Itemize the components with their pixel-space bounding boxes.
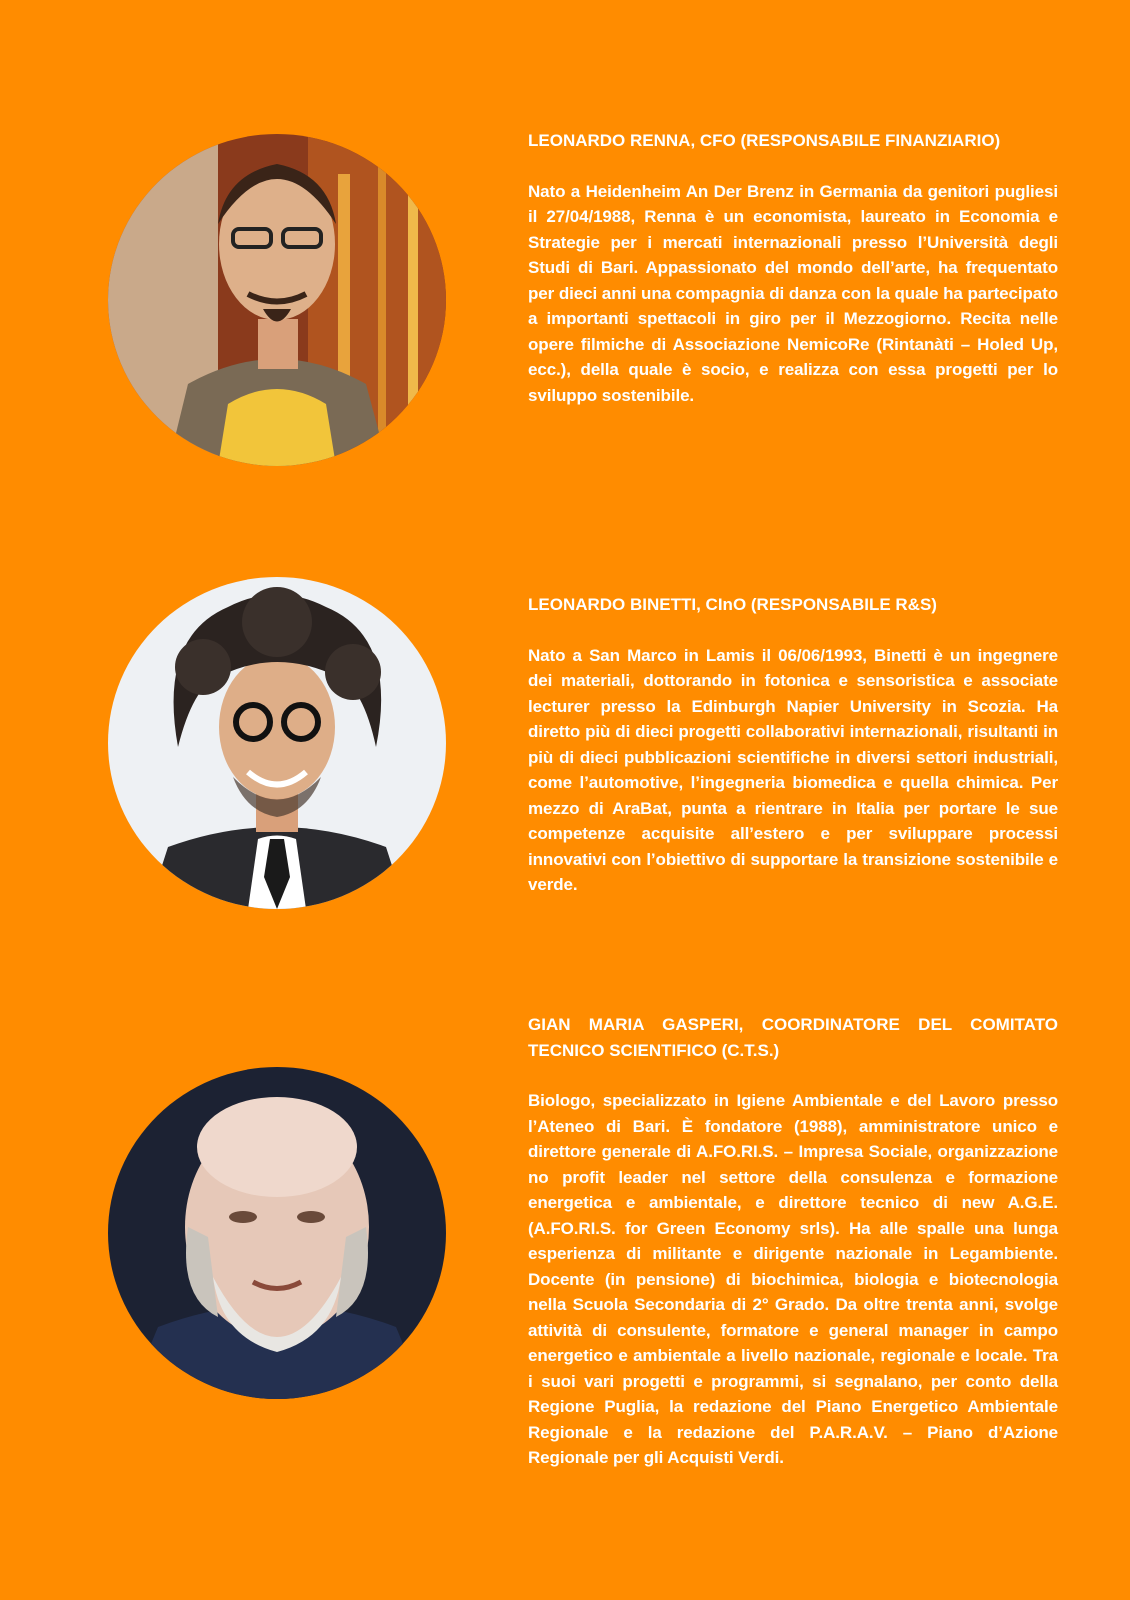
- profile-bio: Nato a Heidenheim An Der Brenz in Germania da genitori pugliesi il 27/04/1988, Renna è un economista, laureato in Economia e Strategie per i mercati internazionali presso l’Università degli Studi di Bari. Appassionato del mondo dell’arte, ha frequentato per dieci anni una compagnia di danza con la quale ha partecipato a importanti spettacoli in giro per il Mezzogiorno. Recita nelle opere filmiche di Associazione NemicoRe (Rintanàti – Holed Up, ecc.), della quale è socio, e realizza con essa progetti per lo sviluppo sostenibile.: [528, 181, 1058, 405]
- portrait-leonardo-binetti: [108, 577, 446, 909]
- person-photo-icon: [108, 134, 446, 466]
- person-photo-icon: [108, 1067, 446, 1399]
- profile-name: GIAN MARIA GASPERI, COORDINATORE DEL COMITATO TECNICO SCIENTIFICO (C.T.S.): [528, 1015, 1058, 1060]
- profile-binetti: [528, 592, 1058, 898]
- profile-name: LEONARDO RENNA, CFO (RESPONSABILE FINANZIARIO): [528, 131, 1001, 150]
- profile-gasperi: [528, 1012, 1058, 1471]
- portrait-gian-maria-gasperi: [108, 1067, 446, 1399]
- portrait-leonardo-renna: [108, 134, 446, 466]
- person-photo-icon: [108, 577, 446, 909]
- profile-bio: Nato a San Marco in Lamis il 06/06/1993, Binetti è un ingegnere dei materiali, dottorando in fotonica e sensoristica e associate lecturer presso la Edinburgh Napier University in Scozia. Ha diretto più di dieci progetti collaborativi internazionali, risultanti in più di dieci pubblicazioni scientifiche in diversi settori industriali, come l’automotive, l’ingegneria biomedica e quella chimica. Per mezzo di AraBat, punta a rientrare in Italia per portare le sue competenze acquisite all’estero e per sviluppare processi innovativi con l’obiettivo di supportare la transizione sostenibile e verde.: [528, 645, 1058, 894]
- profile-name: LEONARDO BINETTI, CInO (RESPONSABILE R&S): [528, 595, 937, 614]
- profile-bio: Biologo, specializzato in Igiene Ambientale e del Lavoro presso l’Ateneo di Bari. È fondatore (1988), amministratore unico e direttore generale di A.FO.RI.S. – Impresa Sociale, organizzazione no profit leader nel settore della consulenza e formazione energetica e ambientale, e direttore tecnico di new A.G.E. (A.FO.RI.S. for Green Economy srls). Ha alle spalle una lunga esperienza di militante e dirigente nazionale in Legambiente. Docente (in pensione) di biochimica, biologia e biotecnologia nella Scuola Secondaria di 2° Grado. Da oltre trenta anni, svolge attività di consulente, formatore e general manager in campo energetico e ambientale a livello nazionale, regionale e locale. Tra i suoi vari progetti e programmi, si segnalano, per conto della Regione Puglia, la redazione del Piano Energetico Ambientale Regionale e la redazione del P.A.R.A.V. – Piano d’Azione Regionale per gli Acquisti Verdi.: [528, 1091, 1058, 1467]
- profile-renna: [528, 128, 1058, 408]
